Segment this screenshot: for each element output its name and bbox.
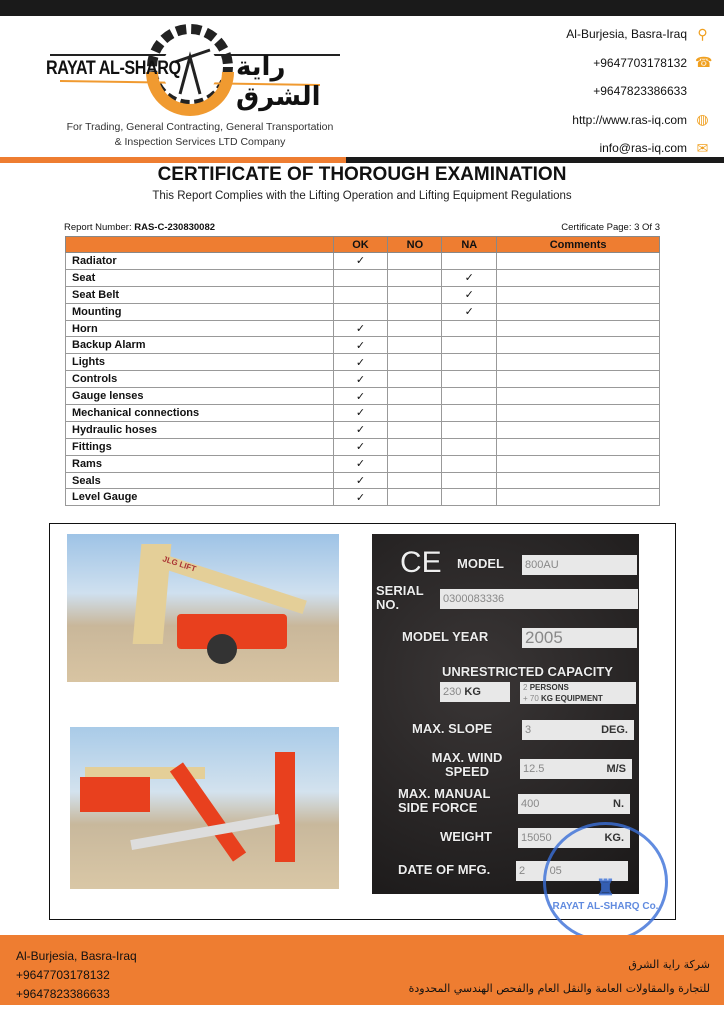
company-stamp xyxy=(543,822,668,942)
status-no-cell xyxy=(388,303,442,320)
status-no-cell xyxy=(388,253,442,270)
status-ok-cell xyxy=(333,269,388,286)
item-name: Lights xyxy=(66,354,334,371)
status-na-cell xyxy=(442,371,497,388)
table-row xyxy=(66,253,660,270)
spacer xyxy=(695,84,710,99)
checkmark-icon: ✓ xyxy=(464,306,474,319)
status-ok-cell xyxy=(333,388,388,405)
status-na-cell xyxy=(442,472,497,489)
slope-value: 3 xyxy=(525,724,532,736)
report-number xyxy=(64,222,215,233)
item-name: Mechanical connections xyxy=(66,405,334,422)
status-ok-cell xyxy=(333,354,388,371)
footer-contacts xyxy=(16,947,137,1004)
side-force-value: 400 xyxy=(521,798,540,810)
item-name: Level Gauge xyxy=(66,489,334,506)
table-row xyxy=(66,421,660,438)
slope-label: MAX. SLOPE xyxy=(412,721,493,736)
status-ok-cell xyxy=(333,337,388,354)
page-title: CERTIFICATE OF THOROUGH EXAMINATION xyxy=(157,164,567,185)
status-no-cell xyxy=(388,388,442,405)
checkmark-icon: ✓ xyxy=(355,255,366,268)
comments-cell xyxy=(497,253,660,270)
email-link[interactable]: info@ras-iq.com xyxy=(599,141,687,155)
item-name: Seals xyxy=(66,472,334,489)
table-row xyxy=(66,371,660,388)
model-label: MODEL xyxy=(457,556,504,571)
wind-unit: M/S xyxy=(606,763,626,775)
checkmark-icon: ✓ xyxy=(464,272,474,285)
tagline-line-2: & Inspection Services LTD Company xyxy=(114,136,286,148)
comments-cell xyxy=(497,388,660,405)
checkmark-icon: ✓ xyxy=(355,491,366,504)
status-na-cell xyxy=(442,253,497,270)
mail-icon: ✉ xyxy=(696,139,709,156)
model-year-label: MODEL YEAR xyxy=(402,629,489,644)
footer xyxy=(0,935,724,1005)
item-name: Backup Alarm xyxy=(66,337,334,354)
checkmark-icon: ✓ xyxy=(355,390,366,403)
status-na-cell xyxy=(442,455,497,472)
equipment-label: KG EQUIPMENT xyxy=(541,694,603,703)
contact-list xyxy=(566,20,713,163)
checkmark-icon: ✓ xyxy=(464,289,474,302)
status-no-cell xyxy=(388,472,442,489)
status-no-cell xyxy=(388,286,442,303)
table-row xyxy=(66,388,660,405)
wind-value: 12.5 xyxy=(523,763,545,775)
checkmark-icon: ✓ xyxy=(355,407,366,420)
comments-cell xyxy=(497,371,660,388)
column-header: NO xyxy=(388,237,442,253)
checkmark-icon: ✓ xyxy=(355,475,366,488)
table-row xyxy=(66,489,660,506)
item-name: Fittings xyxy=(66,438,334,455)
checkmark-icon: ✓ xyxy=(355,441,366,454)
footer-arabic xyxy=(409,953,710,1001)
status-na-cell xyxy=(442,269,497,286)
derrick-icon: ♜ xyxy=(595,875,616,900)
table-row xyxy=(66,286,660,303)
equipment-kg: + 70 xyxy=(523,694,539,703)
status-ok-cell xyxy=(333,472,388,489)
ce-mark: CE xyxy=(400,546,442,579)
footer-phone-1: +9647703178132 xyxy=(16,968,110,982)
comments-cell xyxy=(497,354,660,371)
status-ok-cell xyxy=(333,286,388,303)
status-ok-cell xyxy=(333,489,388,506)
page-subtitle: This Report Complies with the Lifting Operation and Lifting Equipment Regulations xyxy=(152,190,572,202)
footer-phone-2: +9647823386633 xyxy=(16,987,110,1001)
status-no-cell xyxy=(388,337,442,354)
table-row xyxy=(66,438,660,455)
side-force-label: MAX. MANUAL SIDE FORCE xyxy=(398,786,491,815)
status-no-cell xyxy=(388,269,442,286)
table-row xyxy=(66,472,660,489)
comments-cell xyxy=(497,337,660,354)
model-value: 800AU xyxy=(522,555,637,575)
contact-phone-1 xyxy=(566,49,713,78)
item-name: Mounting xyxy=(66,303,334,320)
status-no-cell xyxy=(388,320,442,337)
mfg-date-value: 2 05 xyxy=(516,861,628,881)
certificate-page: Certificate Page: 3 Of 3 xyxy=(561,222,660,233)
column-header: OK xyxy=(333,237,388,253)
column-header: Comments xyxy=(497,237,660,253)
table-row xyxy=(66,320,660,337)
capacity-label: UNRESTRICTED CAPACITY xyxy=(442,664,613,679)
equipment-photo-1 xyxy=(67,534,339,682)
status-ok-cell xyxy=(333,438,388,455)
status-no-cell xyxy=(388,489,442,506)
status-no-cell xyxy=(388,354,442,371)
item-name: Gauge lenses xyxy=(66,388,334,405)
report-meta xyxy=(64,222,660,233)
contact-phone-2 xyxy=(566,77,710,106)
mfg-date-label: DATE OF MFG. xyxy=(398,862,491,877)
table-row xyxy=(66,303,660,320)
brand-name-ar: راية الشرق xyxy=(236,52,321,112)
item-name: Rams xyxy=(66,455,334,472)
comments-cell xyxy=(497,489,660,506)
footer-arabic-line-2: للتجارة والمقاولات العامة والنقل العام والفحص الهندسي المحدودة xyxy=(408,982,710,995)
stamp-text: RAYAT AL-SHARQ Co. xyxy=(552,901,659,912)
serial-value: 0300083336 xyxy=(440,589,638,609)
status-na-cell xyxy=(442,337,497,354)
table-row xyxy=(66,405,660,422)
status-ok-cell xyxy=(333,405,388,422)
comments-cell xyxy=(497,405,660,422)
status-no-cell xyxy=(388,371,442,388)
contact-text: Al-Burjesia, Basra-Iraq xyxy=(566,27,687,41)
globe-icon: ◍ xyxy=(696,111,709,128)
side-force-unit: N. xyxy=(613,798,624,810)
tagline-line-1: For Trading, General Contracting, General Transportation xyxy=(66,121,334,133)
contact-text: +9647703178132 xyxy=(593,55,687,70)
status-ok-cell xyxy=(333,253,388,270)
comments-cell xyxy=(497,438,660,455)
contact-website[interactable] xyxy=(566,106,710,135)
status-na-cell xyxy=(442,388,497,405)
item-name: Horn xyxy=(66,320,334,337)
status-no-cell xyxy=(388,438,442,455)
serial-label: SERIAL NO. xyxy=(376,583,424,612)
table-row xyxy=(66,269,660,286)
contact-address xyxy=(566,20,710,49)
report-number-value: RAS-C-230830082 xyxy=(134,222,216,233)
comments-cell xyxy=(497,472,660,489)
status-na-cell xyxy=(442,286,497,303)
table-row xyxy=(66,354,660,371)
checkmark-icon: ✓ xyxy=(355,458,366,471)
column-header: NA xyxy=(442,237,497,253)
persons-label: PERSONS xyxy=(529,683,569,692)
website-link[interactable]: http://www.ras-iq.com xyxy=(572,112,687,127)
status-ok-cell xyxy=(333,455,388,472)
weight-value: 15050 xyxy=(521,832,552,844)
contact-text: +9647823386633 xyxy=(593,84,687,98)
slope-unit: DEG. xyxy=(601,724,628,736)
status-ok-cell xyxy=(333,320,388,337)
table-row xyxy=(66,337,660,354)
checkmark-icon: ✓ xyxy=(355,424,366,437)
capacity-kg: 230 xyxy=(443,686,462,698)
comments-cell xyxy=(497,286,660,303)
status-no-cell xyxy=(388,421,442,438)
comments-cell xyxy=(497,421,660,438)
status-na-cell xyxy=(442,354,497,371)
status-na-cell xyxy=(442,320,497,337)
item-name: Seat Belt xyxy=(66,286,334,303)
footer-arabic-line-1: شركة راية الشرق xyxy=(628,958,710,971)
brand-name-en: RAYAT AL-SHARQ xyxy=(46,58,181,79)
comments-cell xyxy=(497,455,660,472)
status-na-cell xyxy=(442,438,497,455)
status-ok-cell xyxy=(333,371,388,388)
checkmark-icon: ✓ xyxy=(355,323,366,335)
location-pin-icon: ⚲ xyxy=(697,25,708,42)
table-row xyxy=(66,455,660,472)
status-ok-cell xyxy=(333,303,388,320)
status-no-cell xyxy=(388,405,442,422)
report-number-label: Report Number: xyxy=(64,222,132,233)
divider-orange xyxy=(0,157,346,163)
status-na-cell xyxy=(442,421,497,438)
phone-icon: ☎ xyxy=(695,54,713,71)
column-header xyxy=(66,237,334,253)
status-no-cell xyxy=(388,455,442,472)
item-name: Hydraulic hoses xyxy=(66,421,334,438)
company-logo xyxy=(40,22,350,152)
checkmark-icon: ✓ xyxy=(355,356,366,369)
footer-address: Al-Burjesia, Basra-Iraq xyxy=(16,949,137,963)
comments-cell xyxy=(497,303,660,320)
weight-unit: KG. xyxy=(604,832,624,844)
divider-dark xyxy=(346,157,724,163)
checkmark-icon: ✓ xyxy=(355,373,366,386)
comments-cell xyxy=(497,269,660,286)
item-name: Controls xyxy=(66,371,334,388)
item-name: Seat xyxy=(66,269,334,286)
top-bar xyxy=(0,0,724,16)
status-na-cell xyxy=(442,405,497,422)
item-name: Radiator xyxy=(66,253,334,270)
inspection-table xyxy=(65,236,660,506)
tagline xyxy=(40,120,360,150)
persons-value: 2 xyxy=(523,683,528,692)
comments-cell xyxy=(497,320,660,337)
checkmark-icon: ✓ xyxy=(355,339,366,352)
model-year-value: 2005 xyxy=(522,628,637,648)
kg-unit: KG xyxy=(464,686,481,698)
boom-label: JLG LIFT xyxy=(160,554,307,614)
equipment-photo-2 xyxy=(70,727,339,889)
status-na-cell xyxy=(442,303,497,320)
weight-label: WEIGHT xyxy=(440,829,492,844)
status-ok-cell xyxy=(333,421,388,438)
wind-label: MAX. WIND SPEED xyxy=(431,750,503,779)
status-na-cell xyxy=(442,489,497,506)
